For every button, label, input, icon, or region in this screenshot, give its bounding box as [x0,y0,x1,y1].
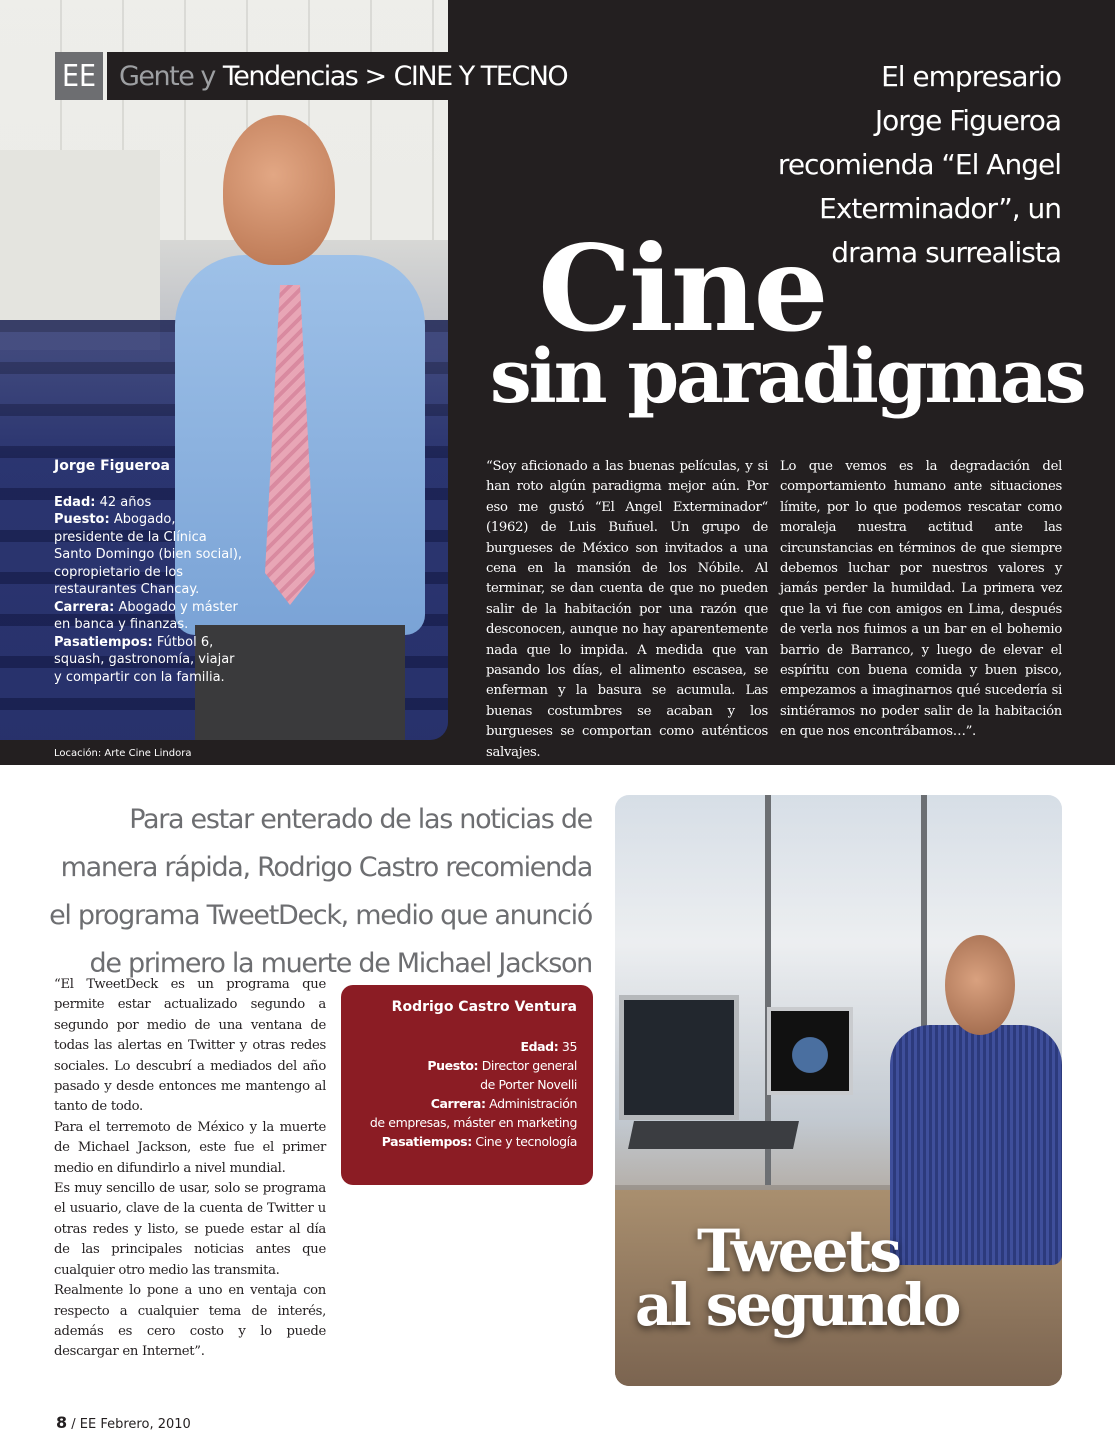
deck-line: recomienda “El Angel [777,148,1061,181]
page-folio [56,1413,191,1432]
edad-label: Edad: [520,1039,559,1054]
profile-name: Jorge Figueroa [54,458,170,474]
breadcrumb-part-3: CINE Y TECNO [393,60,568,92]
article2-body [54,975,326,1363]
puesto-label: Puesto: [54,512,110,527]
deck-line: de primero la muerte de Michael Jackson [89,948,592,979]
article1-column-2: Lo que vemos es la degradación del comportamiento humano ante situaciones límite, por lo que podemos rescatar como moraleja nuestra actitud ante las circunstancias en términos de que siempre debemos luchar por nuestros valores y jamás perder la humildad. La primera vez que la vi fue con amigos en Lima, después de verla nos fuimos a un bar en el bohemio barrio de Barranco, y luego de elevar el espíritu con buena comida y buen pisco, empezamos a imaginarnos qué sucedería si sintiéramos no poder salir de la habitación en que nos encontrábamos…”. [780,459,1062,740]
carrera-value: Abogado y máster en banca y finanzas. [54,599,238,632]
carrera-value: Administración [489,1096,577,1111]
folio-text: / EE Febrero, 2010 [71,1417,191,1432]
article1-column-1: “Soy aficionado a las buenas películas, y si han roto algún paradigma mejor aún. Por eso me gustó “El Angel Exterminador“ (1962) de Luis Buñuel. Un grupo de burgueses de México son invitados a una cena en la mansión de los Nóbile. Al terminar, se dan cuenta de que no pueden salir de la habitación por una razón que desconocen, aunque no hay aparentemente nada que lo impida. A medida que van pasando los días, el alimento escasea, se enferman y la basura se acumula. Las buenas costumbres se acaban y los burgueses se comportan como auténticos salvajes. [486,459,768,760]
puesto-label: Puesto: [427,1058,479,1073]
breadcrumb-part-2: Tendencias > [222,60,386,92]
deck-line: Para estar enterado de las noticias de [129,804,592,835]
body-paragraph: “El TweetDeck es un programa que permite estar actualizado segundo a segundo por medio de una ventana de todas las alertas en Twitter y otras redes sociales. Lo descubrí a mediados del año pasado y desde entonces me mantengo al tanto de todo. [54,977,326,1115]
puesto-value: Abogado, presidente de la Clínica Santo Domingo (bien social), copropietario de los restaurantes Chancay. [54,512,243,597]
profile-caption-1 [54,458,244,686]
breadcrumb [107,52,579,100]
portrait-photo-jorge-figueroa [0,0,448,740]
puesto-value: Director general [481,1058,577,1073]
deck-line: el programa TweetDeck, medio que anunció [49,900,592,931]
puesto-value-cont: de Porter Novelli [480,1077,577,1092]
carrera-label: Carrera: [54,599,115,615]
headline-sin-paradigmas: sin paradigmas [490,334,1084,420]
article1-headline [490,219,1084,420]
ee-badge: EE [55,52,103,100]
keyboard [628,1121,799,1149]
profile-box-rodrigo-castro [341,985,593,1185]
body-paragraph: Es muy sencillo de usar, solo se programa el usuario, clave de la cuenta de Twitter u otras redes y listo, se puede estar al día de las principales noticias antes que cualquier otro medio las transmita. [54,1181,326,1278]
headline-al-segundo: al segundo [635,1271,959,1339]
body-paragraph: Para el terremoto de México y la muerte de Michael Jackson, este fue el primer medio en difundirlo a nivel mundial. [54,1119,326,1176]
edad-value: 42 años [99,494,152,510]
deck-line: Exterminador”, un [819,192,1061,225]
page-number: 8 [56,1413,68,1432]
article1-body [486,457,1062,763]
pasatiempos-value: Fútbol 6, squash, gastronomía, viajar y compartir con la familia. [54,634,235,685]
edad-value: 35 [561,1039,577,1054]
article2-headline [635,1217,959,1339]
section-breadcrumb [55,52,579,100]
carrera-label: Carrera: [430,1096,486,1111]
pasatiempos-label: Pasatiempos: [54,634,153,650]
deck-line: El empresario [881,60,1061,93]
deck-line: manera rápida, Rodrigo Castro recomienda [60,852,592,883]
pasatiempos-label: Pasatiempos: [381,1134,472,1149]
profile-name: Rodrigo Castro Ventura [391,999,577,1015]
monitor [619,995,739,1120]
deck-line: Jorge Figueroa [874,104,1061,137]
pasatiempos-value: Cine y tecnología [475,1134,577,1149]
deck-line: drama surrealista [831,236,1061,269]
body-paragraph: Realmente lo pone a uno en ventaja con respecto a cualquier tema de interés, además es cero costo y lo puede descargar en Internet”. [54,1283,326,1360]
headline-tweets: Tweets [697,1217,899,1285]
carrera-value-cont: de empresas, máster en marketing [369,1115,577,1130]
article2-deck [40,796,592,988]
headline-cine: Cine [538,219,826,358]
edad-label: Edad: [54,494,96,510]
photo-location-credit: Locación: Arte Cine Lindora [54,748,192,759]
breadcrumb-part-1: Gente y [119,60,215,92]
